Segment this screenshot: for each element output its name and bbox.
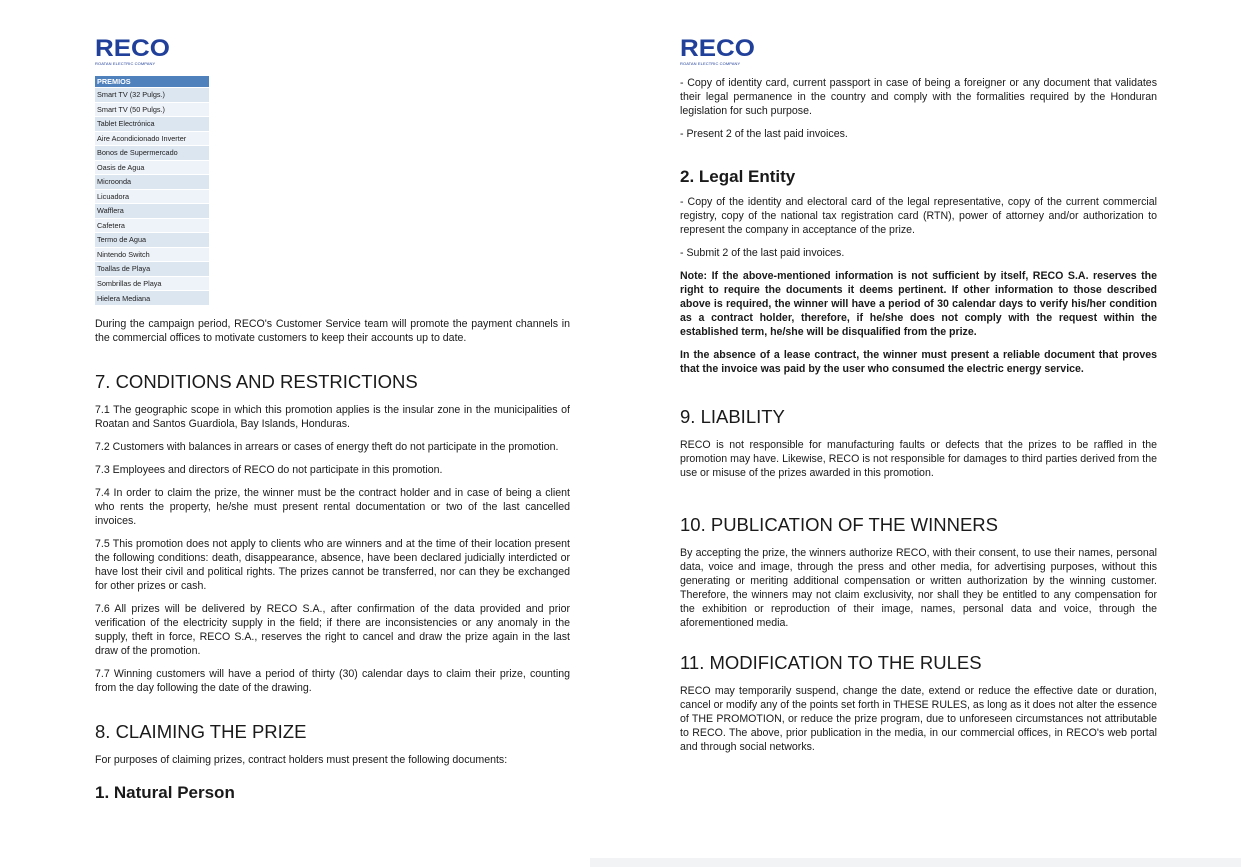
document-page-right (620, 0, 1241, 867)
table-row (95, 204, 209, 219)
section-9-heading: 9. LIABILITY (680, 406, 785, 427)
table-row (95, 88, 209, 103)
section-7-6: 7.6 All prizes will be delivered by RECO S.A., after confirmation of the data provided and prior verification of the electricity supply in the field; if there are inconsistencies or any anomaly in the supply, theft in force, RECO S.A., reserves the right to cancel and draw the prize again in the last draw of the promotion. (95, 603, 570, 657)
prize-cell: Bonos de Supermercado (95, 146, 209, 161)
table-row (95, 117, 209, 132)
section-7-2: 7.2 Customers with balances in arrears or cases of energy theft do not participate in the promotion. (95, 441, 559, 453)
prize-cell: Wafflera (95, 204, 209, 219)
prize-cell: Oasis de Agua (95, 160, 209, 175)
table-row (95, 160, 209, 175)
section-7-4: 7.4 In order to claim the prize, the winner must be the contract holder and in case of being a client who rents the property, he/she must present rental documentation or two of the last cancelled invoices. (95, 487, 570, 527)
table-row (95, 262, 209, 277)
table-row (95, 146, 209, 161)
section-11-heading: 11. MODIFICATION TO THE RULES (680, 652, 982, 673)
logo-subtitle: ROATAN ELECTRIC COMPANY (680, 61, 741, 66)
intro-paragraph: During the campaign period, RECO's Customer Service team will promote the payment channels in the commercial offices to motivate customers to keep their accounts up to date. (95, 318, 570, 344)
natural-person-paragraph-1: - Copy of identity card, current passport in case of being a foreigner or any document that validates their legal permanence in the country and comply with the formalities required by the Honduran legislation for such purpose. (680, 77, 1157, 117)
table-row (95, 218, 209, 233)
section-8-paragraph: For purposes of claiming prizes, contract holders must present the following documents: (95, 754, 508, 766)
prize-cell: Licuadora (95, 189, 209, 204)
legal-entity-lease: In the absence of a lease contract, the winner must present a reliable document that proves that the invoice was paid by the user who consumed the electric energy service. (680, 349, 1157, 375)
prize-cell: Tablet Electrónica (95, 117, 209, 132)
table-row (95, 291, 209, 306)
section-10-paragraph: By accepting the prize, the winners authorize RECO, with their consent, to use their names, personal data, voice and image, through the press and other media, for advertising purposes, without this generating or meriting additional compensation or written authorization by the winning customer. Therefore, the winners may not claim exclusivity, nor shall they be entitled to any compensation for the exhibition or reproduction of their image, names, personal data and voice, through the aforementioned media. (680, 547, 1157, 629)
natural-person-paragraph-2: - Present 2 of the last paid invoices. (680, 128, 848, 140)
prize-cell: Nintendo Switch (95, 247, 209, 262)
prize-cell: Cafetera (95, 218, 209, 233)
prize-cell: Termo de Agua (95, 233, 209, 248)
table-row (95, 189, 209, 204)
table-row (95, 233, 209, 248)
section-7-3: 7.3 Employees and directors of RECO do not participate in this promotion. (95, 464, 443, 476)
prize-cell: Hielera Mediana (95, 291, 209, 306)
section-7-5: 7.5 This promotion does not apply to clients who are winners and at the time of their location present the following conditions: death, disappearance, absence, have been declared judicially interdicted or have lost their civil and political rights. The prizes cannot be transferred, nor can they be exchanged for other prizes or cash. (95, 538, 570, 592)
section-10-heading: 10. PUBLICATION OF THE WINNERS (680, 514, 998, 535)
prize-cell: Smart TV (50 Pulgs.) (95, 102, 209, 117)
page-bottom-strip (590, 858, 1241, 867)
prizes-table (95, 76, 209, 305)
natural-person-heading: 1. Natural Person (95, 783, 235, 802)
reco-logo (95, 35, 570, 66)
section-7-1: 7.1 The geographic scope in which this promotion applies is the insular zone in the municipalities of Roatan and Santos Guardiola, Bay Islands, Honduras. (95, 404, 570, 430)
table-row (95, 102, 209, 117)
prize-cell: Aire Acondicionado Inverter (95, 131, 209, 146)
table-row (95, 247, 209, 262)
logo-wordmark: RECO (680, 35, 755, 62)
section-8-heading: 8. CLAIMING THE PRIZE (95, 721, 307, 742)
section-11-paragraph: RECO may temporarily suspend, change the date, extend or reduce the effective date or duration, cancel or modify any of the points set forth in THESE RULES, as long as it does not alter the essence of THE PROMOTION, or reduce the prize program, due to unforeseen circumstances not attributable to RECO. The above, prior publication in the media, in our commercial offices, in RECO's web portal and through social networks. (680, 685, 1157, 753)
prize-cell: Microonda (95, 175, 209, 190)
table-row (95, 175, 209, 190)
legal-entity-paragraph-1: - Copy of the identity and electoral card of the legal representative, copy of the current commercial registry, copy of the national tax registration card (RTN), power of attorney and/or authorization to represent the company in acceptance of the prize. (680, 196, 1157, 236)
document-page-left (0, 0, 620, 867)
reco-logo (680, 35, 1157, 66)
prize-cell: Sombrillas de Playa (95, 276, 209, 291)
legal-entity-paragraph-2: - Submit 2 of the last paid invoices. (680, 247, 845, 259)
logo-wordmark: RECO (95, 35, 170, 62)
section-7-heading: 7. CONDITIONS AND RESTRICTIONS (95, 371, 418, 392)
section-7-7: 7.7 Winning customers will have a period of thirty (30) calendar days to claim their prize, counting from the day following the date of the drawing. (95, 668, 570, 694)
table-row (95, 131, 209, 146)
section-9-paragraph: RECO is not responsible for manufacturing faults or defects that the prizes to be raffled in the promotion may have. Likewise, RECO is not responsible for damages to third parties derived from the use or misuse of the prizes awarded in this promotion. (680, 439, 1157, 479)
prizes-table-header: PREMIOS (95, 76, 209, 88)
prize-cell: Toallas de Playa (95, 262, 209, 277)
logo-subtitle: ROATAN ELECTRIC COMPANY (95, 61, 156, 66)
legal-entity-heading: 2. Legal Entity (680, 167, 796, 186)
legal-entity-note: Note: If the above-mentioned information is not sufficient by itself, RECO S.A. reserves the right to require the documents it deems pertinent. If other information to those described above is required, the winner will have a period of 30 calendar days to verify his/her condition as a contract holder, therefore, if he/she does not comply with the request within the established term, he/she will be disqualified from the prize. (680, 270, 1157, 338)
prize-cell: Smart TV (32 Pulgs.) (95, 88, 209, 103)
table-row (95, 276, 209, 291)
